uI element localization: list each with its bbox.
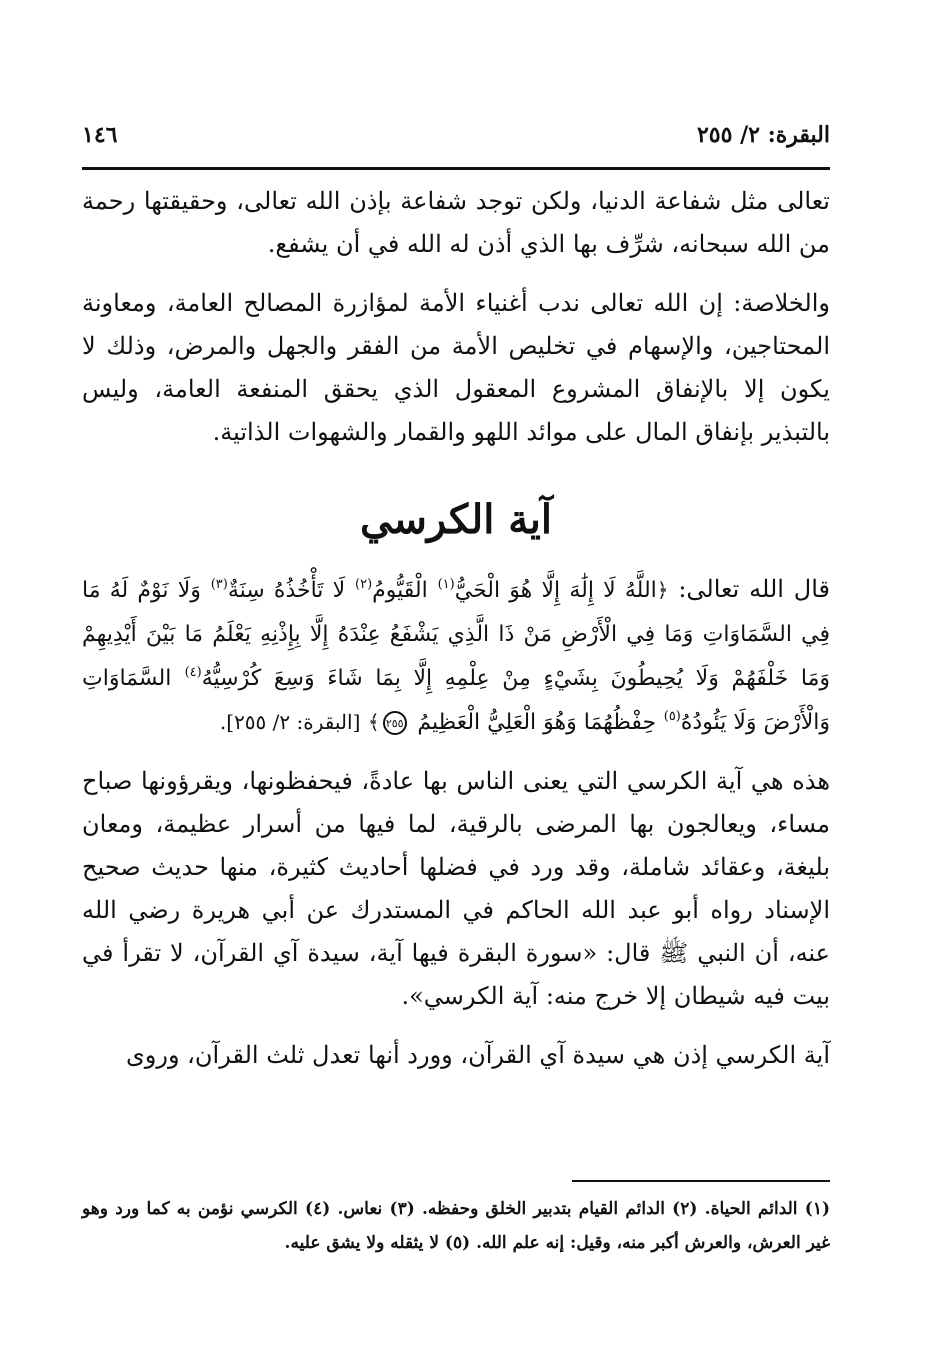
- page-header: [82, 118, 830, 158]
- footnotes: (١) الدائم الحياة. (٢) الدائم القيام بتدبير الخلق وحفظه. (٣) نعاس. (٤) الكرسي نؤمن به كما ورد وهو غير العرش، والعرش أكبر منه، وقيل: إنه علم الله. (٥) لا يثقله ولا يشق عليه.: [82, 1199, 830, 1253]
- ayah-number-mark: ٢٥٥: [383, 711, 407, 735]
- footnote-marker-3: (٣): [210, 577, 228, 592]
- paragraph-intercession: تعالى مثل شفاعة الدنيا، ولكن توجد شفاعة بإذن الله تعالى، وحقيقتها رحمة من الله سبحانه، شرِّف بها الذي أذن له الله في أن يشفع.: [82, 187, 830, 258]
- verse-paragraph: [82, 568, 830, 744]
- footnote-marker-2: (٢): [355, 577, 373, 592]
- verse-text-6: حِفْظُهُمَا وَهُوَ الْعَلِيُّ الْعَظِيمُ: [417, 710, 657, 735]
- page-body: [82, 180, 830, 1093]
- verse-text-2: الْقَيُّومُ: [372, 578, 428, 603]
- footnote-rule: [572, 1180, 830, 1182]
- verse-text-4: وَلَا نَوْمٌ لَهُ مَا فِي السَّمَاوَاتِ وَمَا فِي الْأَرْضِ مَنْ ذَا الَّذِي يَشْفَعُ عِنْدَهُ إِلَّا بِإِذْنِهِ يَعْلَمُ مَا بَيْنَ أَيْدِيهِمْ وَمَا خَلْفَهُمْ وَلَا يُحِيطُونَ بِشَيْءٍ مِنْ عِلْمِهِ إِلَّا بِمَا شَاءَ وَسِعَ كُرْسِيُّهُ: [82, 578, 830, 691]
- paragraph-virtue: هذه هي آية الكرسي التي يعنى الناس بها عادةً، فيحفظونها، ويقرؤونها صباح مساء، ويعالجون بها المرضى بالرقية، لما فيها من أسرار عظيمة، ومعان بليغة، وعقائد شاملة، وقد ورد في فضلها أحاديث كثيرة، منها حديث صحيح الإسناد رواه أبو عبد الله الحاكم في المستدرك عن أبي هريرة رضي الله عنه، أن النبي ﷺ قال: «سورة البقرة فيها آية، سيدة آي القرآن، لا تقرأ في بيت فيه شيطان إلا خرج منه: آية الكرسي».: [82, 767, 830, 1010]
- verse-text-1: اللَّهُ لَا إِلَٰهَ إِلَّا هُوَ الْحَيُّ: [454, 578, 657, 603]
- verse-text-3: لَا تَأْخُذُهُ سِنَةٌ: [227, 578, 346, 603]
- paragraph-continuation: آية الكرسي إذن هي سيدة آي القرآن، وورد أنها تعدل ثلث القرآن، وروى: [126, 1041, 830, 1069]
- running-head: البقرة: ٢/ ٢٥٥: [696, 122, 830, 148]
- page-number: ١٤٦: [82, 122, 118, 148]
- verse-close-bracket: ﴾: [368, 710, 380, 734]
- verse-text-5: السَّمَاوَاتِ وَالْأَرْضَ وَلَا يَئُودُهُ: [82, 666, 830, 735]
- footnote-marker-1: (١): [437, 577, 455, 592]
- paragraph-summary: والخلاصة: إن الله تعالى ندب أغنياء الأمة لمؤازرة المصالح العامة، ومعاونة المحتاجين، والإسهام في تخليص الأمة من الفقر والجهل والمرض، وذلك لا يكون إلا بالإنفاق المشروع المعقول الذي يحقق المنفعة العامة، وليس بالتبذير بإنفاق المال على موائد اللهو والقمار والشهوات الذاتية.: [82, 289, 830, 446]
- verse-reference: [البقرة: ٢/ ٢٥٥].: [219, 710, 361, 734]
- verse-intro: قال الله تعالى:: [678, 575, 830, 603]
- section-title: آية الكرسي: [360, 496, 552, 543]
- header-rule: [82, 167, 830, 170]
- footnote-marker-5: (٥): [663, 709, 681, 724]
- verse-open-bracket: ﴿: [656, 578, 669, 602]
- footnote-marker-4: (٤): [184, 665, 202, 680]
